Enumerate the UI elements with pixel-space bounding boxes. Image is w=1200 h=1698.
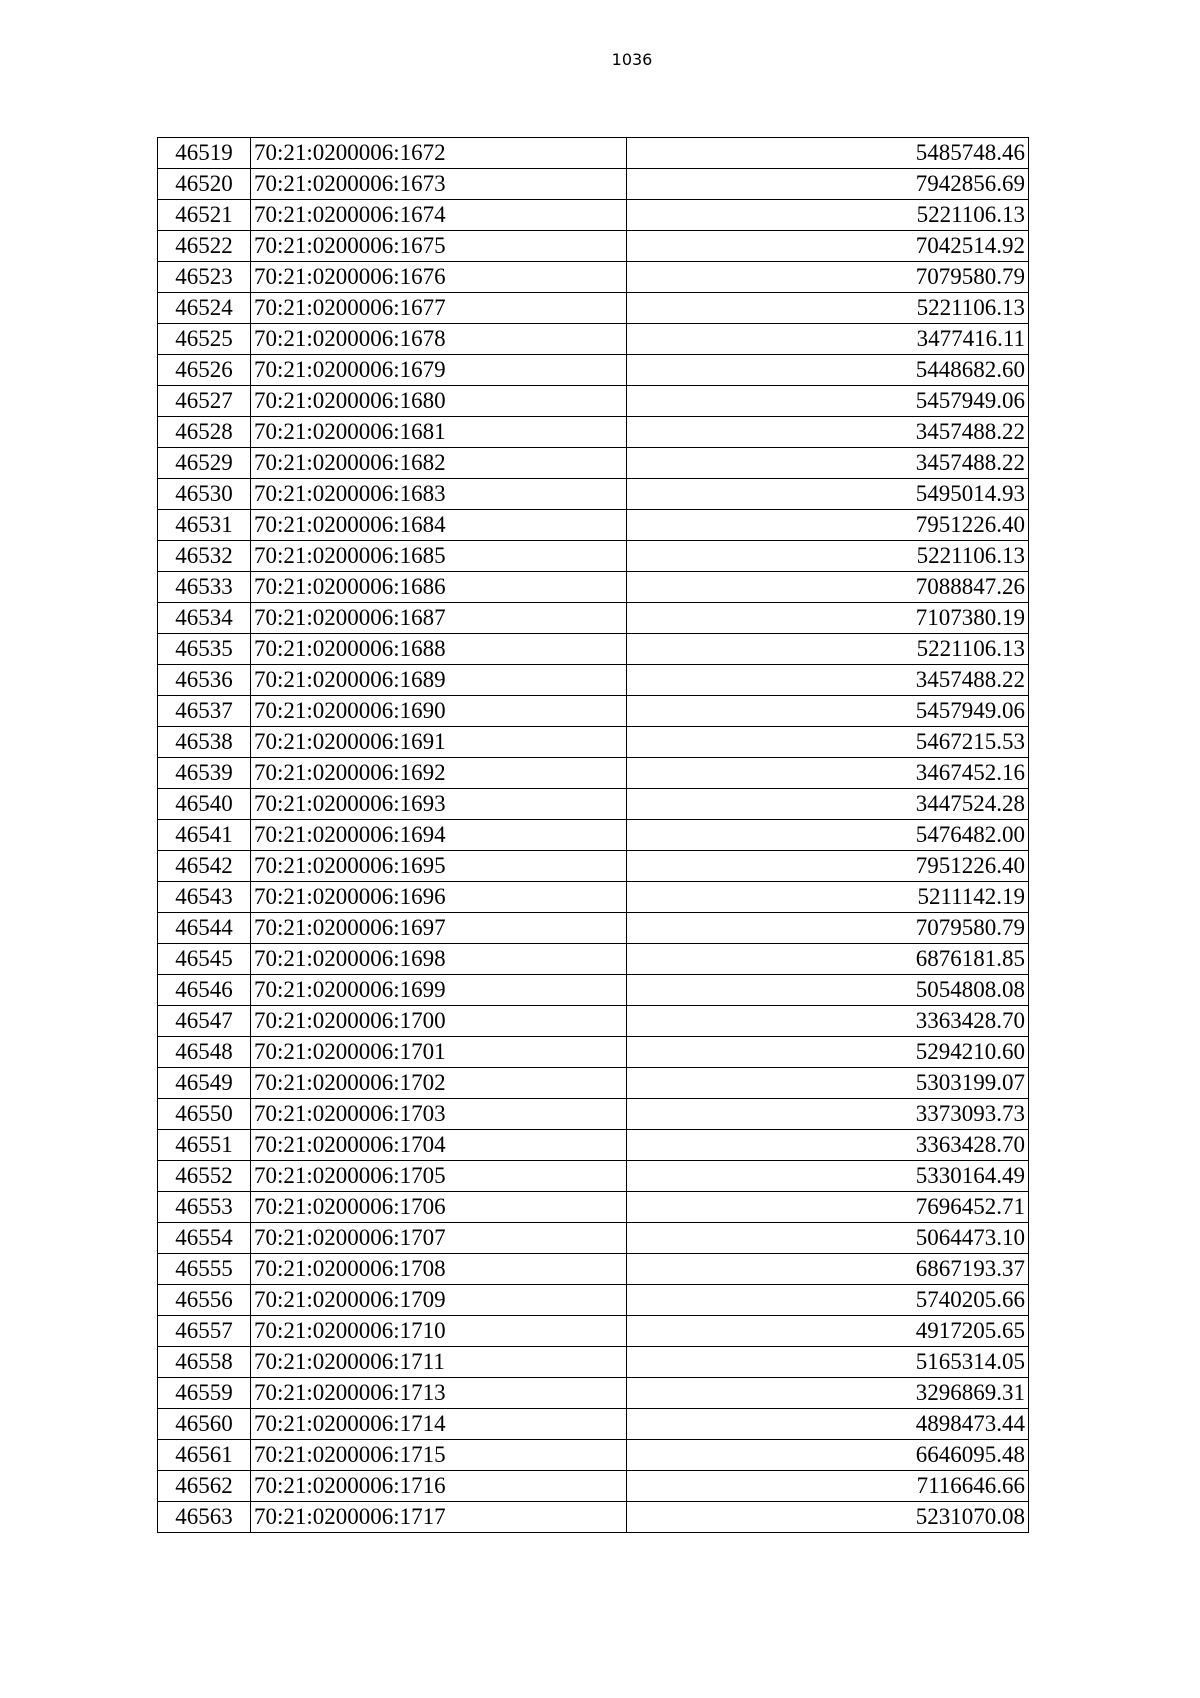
value-cell: 4898473.44: [627, 1409, 1029, 1440]
row-number-cell: 46555: [158, 1254, 251, 1285]
row-number-cell: 46551: [158, 1130, 251, 1161]
value-cell: 4917205.65: [627, 1316, 1029, 1347]
table-row: [158, 1068, 1029, 1099]
value-cell: 5303199.07: [627, 1068, 1029, 1099]
table-row: [158, 665, 1029, 696]
cadastral-number-cell: 70:21:0200006:1714: [251, 1409, 627, 1440]
value-cell: 5064473.10: [627, 1223, 1029, 1254]
table-row: [158, 386, 1029, 417]
value-cell: 3457488.22: [627, 417, 1029, 448]
table-row: [158, 913, 1029, 944]
cadastral-number-cell: 70:21:0200006:1713: [251, 1378, 627, 1409]
cadastral-number-cell: 70:21:0200006:1700: [251, 1006, 627, 1037]
value-cell: 7107380.19: [627, 603, 1029, 634]
cadastral-number-cell: 70:21:0200006:1702: [251, 1068, 627, 1099]
table-row: [158, 1223, 1029, 1254]
cadastral-number-cell: 70:21:0200006:1683: [251, 479, 627, 510]
table-row: [158, 169, 1029, 200]
cadastral-number-cell: 70:21:0200006:1690: [251, 696, 627, 727]
row-number-cell: 46524: [158, 293, 251, 324]
cadastral-number-cell: 70:21:0200006:1706: [251, 1192, 627, 1223]
row-number-cell: 46521: [158, 200, 251, 231]
row-number-cell: 46537: [158, 696, 251, 727]
row-number-cell: 46520: [158, 169, 251, 200]
row-number-cell: 46534: [158, 603, 251, 634]
cadastral-number-cell: 70:21:0200006:1704: [251, 1130, 627, 1161]
cadastral-number-cell: 70:21:0200006:1692: [251, 758, 627, 789]
row-number-cell: 46528: [158, 417, 251, 448]
table-row: [158, 200, 1029, 231]
value-cell: 7696452.71: [627, 1192, 1029, 1223]
table-row: [158, 1378, 1029, 1409]
value-cell: 5457949.06: [627, 696, 1029, 727]
cadastral-number-cell: 70:21:0200006:1694: [251, 820, 627, 851]
value-cell: 7951226.40: [627, 510, 1029, 541]
cadastral-number-cell: 70:21:0200006:1716: [251, 1471, 627, 1502]
value-cell: 3457488.22: [627, 665, 1029, 696]
value-cell: 5467215.53: [627, 727, 1029, 758]
cadastral-number-cell: 70:21:0200006:1701: [251, 1037, 627, 1068]
value-cell: 6876181.85: [627, 944, 1029, 975]
table-row: [158, 727, 1029, 758]
row-number-cell: 46549: [158, 1068, 251, 1099]
value-cell: 5221106.13: [627, 541, 1029, 572]
row-number-cell: 46560: [158, 1409, 251, 1440]
value-cell: 5740205.66: [627, 1285, 1029, 1316]
row-number-cell: 46563: [158, 1502, 251, 1533]
row-number-cell: 46527: [158, 386, 251, 417]
table-row: [158, 355, 1029, 386]
cadastral-number-cell: 70:21:0200006:1677: [251, 293, 627, 324]
cadastral-number-cell: 70:21:0200006:1711: [251, 1347, 627, 1378]
row-number-cell: 46519: [158, 138, 251, 169]
value-cell: 5457949.06: [627, 386, 1029, 417]
table-row: [158, 417, 1029, 448]
row-number-cell: 46546: [158, 975, 251, 1006]
value-cell: 7079580.79: [627, 913, 1029, 944]
cadastral-number-cell: 70:21:0200006:1681: [251, 417, 627, 448]
table-row: [158, 448, 1029, 479]
row-number-cell: 46541: [158, 820, 251, 851]
cadastral-number-cell: 70:21:0200006:1682: [251, 448, 627, 479]
table-row: [158, 758, 1029, 789]
cadastral-number-cell: 70:21:0200006:1705: [251, 1161, 627, 1192]
cadastral-number-cell: 70:21:0200006:1685: [251, 541, 627, 572]
value-cell: 5165314.05: [627, 1347, 1029, 1378]
row-number-cell: 46536: [158, 665, 251, 696]
row-number-cell: 46552: [158, 1161, 251, 1192]
value-cell: 5294210.60: [627, 1037, 1029, 1068]
table-row: [158, 1006, 1029, 1037]
row-number-cell: 46531: [158, 510, 251, 541]
value-cell: 5221106.13: [627, 293, 1029, 324]
cadastral-number-cell: 70:21:0200006:1699: [251, 975, 627, 1006]
row-number-cell: 46530: [158, 479, 251, 510]
table-row: [158, 789, 1029, 820]
table-row: [158, 262, 1029, 293]
value-cell: 6646095.48: [627, 1440, 1029, 1471]
cadastral-number-cell: 70:21:0200006:1717: [251, 1502, 627, 1533]
value-cell: 3457488.22: [627, 448, 1029, 479]
cadastral-number-cell: 70:21:0200006:1679: [251, 355, 627, 386]
table-row: [158, 324, 1029, 355]
table-row: [158, 820, 1029, 851]
table-row: [158, 944, 1029, 975]
table-row: [158, 696, 1029, 727]
cadastral-number-cell: 70:21:0200006:1687: [251, 603, 627, 634]
value-cell: 5221106.13: [627, 200, 1029, 231]
table-row: [158, 138, 1029, 169]
table-row: [158, 1409, 1029, 1440]
cadastral-number-cell: 70:21:0200006:1689: [251, 665, 627, 696]
row-number-cell: 46525: [158, 324, 251, 355]
value-cell: 3467452.16: [627, 758, 1029, 789]
value-cell: 5448682.60: [627, 355, 1029, 386]
cadastral-number-cell: 70:21:0200006:1703: [251, 1099, 627, 1130]
value-cell: 5485748.46: [627, 138, 1029, 169]
cadastral-number-cell: 70:21:0200006:1709: [251, 1285, 627, 1316]
row-number-cell: 46547: [158, 1006, 251, 1037]
row-number-cell: 46540: [158, 789, 251, 820]
row-number-cell: 46559: [158, 1378, 251, 1409]
table-row: [158, 1316, 1029, 1347]
row-number-cell: 46544: [158, 913, 251, 944]
row-number-cell: 46561: [158, 1440, 251, 1471]
row-number-cell: 46553: [158, 1192, 251, 1223]
table-row: [158, 1130, 1029, 1161]
cadastral-number-cell: 70:21:0200006:1707: [251, 1223, 627, 1254]
row-number-cell: 46548: [158, 1037, 251, 1068]
cadastral-number-cell: 70:21:0200006:1672: [251, 138, 627, 169]
value-cell: 3447524.28: [627, 789, 1029, 820]
row-number-cell: 46523: [158, 262, 251, 293]
table-row: [158, 1440, 1029, 1471]
cadastral-number-cell: 70:21:0200006:1715: [251, 1440, 627, 1471]
cadastral-number-cell: 70:21:0200006:1708: [251, 1254, 627, 1285]
cadastral-number-cell: 70:21:0200006:1691: [251, 727, 627, 758]
value-cell: 5211142.19: [627, 882, 1029, 913]
value-cell: 3373093.73: [627, 1099, 1029, 1130]
row-number-cell: 46526: [158, 355, 251, 386]
row-number-cell: 46562: [158, 1471, 251, 1502]
cadastral-number-cell: 70:21:0200006:1696: [251, 882, 627, 913]
table-row: [158, 293, 1029, 324]
value-cell: 5221106.13: [627, 634, 1029, 665]
value-cell: 3363428.70: [627, 1130, 1029, 1161]
table-row: [158, 1471, 1029, 1502]
cadastral-number-cell: 70:21:0200006:1697: [251, 913, 627, 944]
row-number-cell: 46542: [158, 851, 251, 882]
table-row: [158, 1254, 1029, 1285]
table-row: [158, 479, 1029, 510]
value-cell: 5495014.93: [627, 479, 1029, 510]
row-number-cell: 46529: [158, 448, 251, 479]
value-cell: 7079580.79: [627, 262, 1029, 293]
table-row: [158, 882, 1029, 913]
cadastral-number-cell: 70:21:0200006:1693: [251, 789, 627, 820]
row-number-cell: 46545: [158, 944, 251, 975]
value-cell: 7042514.92: [627, 231, 1029, 262]
cadastral-number-cell: 70:21:0200006:1710: [251, 1316, 627, 1347]
cadastral-number-cell: 70:21:0200006:1686: [251, 572, 627, 603]
value-cell: 3296869.31: [627, 1378, 1029, 1409]
value-cell: 5231070.08: [627, 1502, 1029, 1533]
value-cell: 5330164.49: [627, 1161, 1029, 1192]
table-row: [158, 1347, 1029, 1378]
value-cell: 7942856.69: [627, 169, 1029, 200]
table-row: [158, 231, 1029, 262]
value-cell: 3477416.11: [627, 324, 1029, 355]
cadastral-number-cell: 70:21:0200006:1684: [251, 510, 627, 541]
table-row: [158, 603, 1029, 634]
value-cell: 7088847.26: [627, 572, 1029, 603]
value-cell: 5476482.00: [627, 820, 1029, 851]
table-row: [158, 1037, 1029, 1068]
row-number-cell: 46522: [158, 231, 251, 262]
row-number-cell: 46558: [158, 1347, 251, 1378]
row-number-cell: 46550: [158, 1099, 251, 1130]
table-row: [158, 851, 1029, 882]
cadastral-number-cell: 70:21:0200006:1688: [251, 634, 627, 665]
page-number: 1036: [611, 50, 653, 69]
row-number-cell: 46543: [158, 882, 251, 913]
table-row: [158, 1161, 1029, 1192]
row-number-cell: 46538: [158, 727, 251, 758]
cadastral-value-table: [157, 137, 1029, 1533]
cadastral-number-cell: 70:21:0200006:1698: [251, 944, 627, 975]
table-row: [158, 541, 1029, 572]
cadastral-number-cell: 70:21:0200006:1695: [251, 851, 627, 882]
row-number-cell: 46557: [158, 1316, 251, 1347]
table-row: [158, 510, 1029, 541]
table-row: [158, 1285, 1029, 1316]
table-body: [158, 138, 1029, 1533]
row-number-cell: 46539: [158, 758, 251, 789]
cadastral-number-cell: 70:21:0200006:1676: [251, 262, 627, 293]
cadastral-number-cell: 70:21:0200006:1678: [251, 324, 627, 355]
row-number-cell: 46533: [158, 572, 251, 603]
row-number-cell: 46554: [158, 1223, 251, 1254]
cadastral-number-cell: 70:21:0200006:1675: [251, 231, 627, 262]
value-cell: 3363428.70: [627, 1006, 1029, 1037]
table-row: [158, 1192, 1029, 1223]
row-number-cell: 46535: [158, 634, 251, 665]
table-row: [158, 1502, 1029, 1533]
row-number-cell: 46532: [158, 541, 251, 572]
table-row: [158, 572, 1029, 603]
table-row: [158, 634, 1029, 665]
cadastral-number-cell: 70:21:0200006:1680: [251, 386, 627, 417]
cadastral-number-cell: 70:21:0200006:1673: [251, 169, 627, 200]
table-row: [158, 1099, 1029, 1130]
value-cell: 7951226.40: [627, 851, 1029, 882]
table-row: [158, 975, 1029, 1006]
value-cell: 7116646.66: [627, 1471, 1029, 1502]
row-number-cell: 46556: [158, 1285, 251, 1316]
value-cell: 6867193.37: [627, 1254, 1029, 1285]
cadastral-number-cell: 70:21:0200006:1674: [251, 200, 627, 231]
value-cell: 5054808.08: [627, 975, 1029, 1006]
